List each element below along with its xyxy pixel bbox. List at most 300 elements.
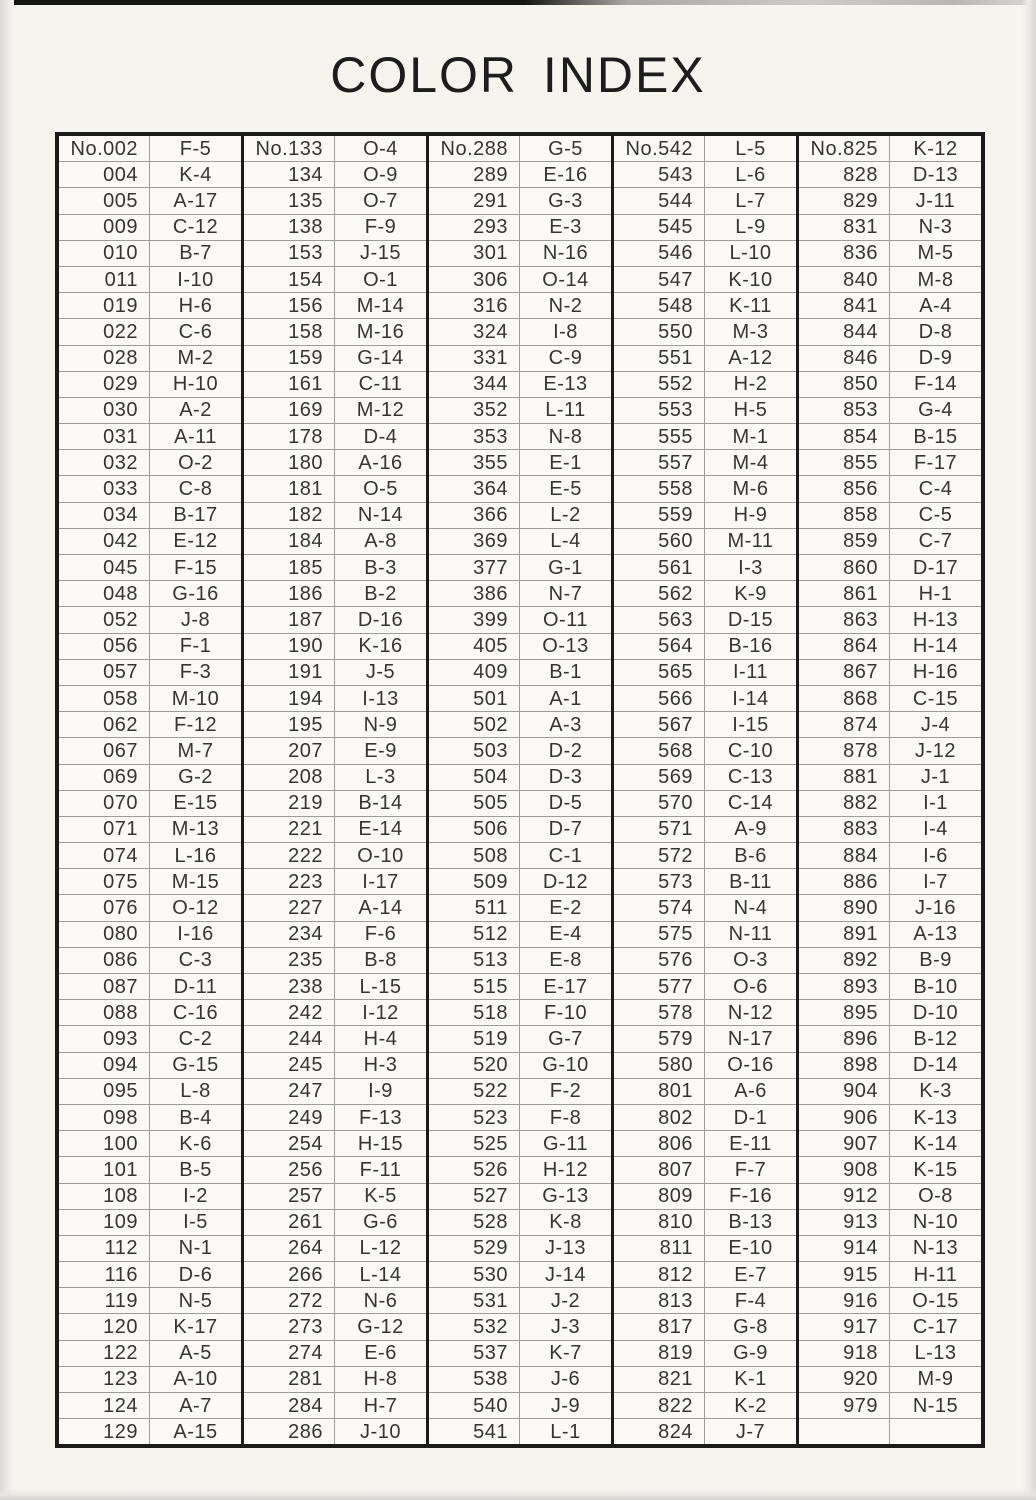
table-row <box>59 1393 241 1419</box>
table-row <box>799 1026 981 1052</box>
table-row <box>59 346 241 372</box>
grid-code-cell: O-1 <box>363 268 398 291</box>
color-number-cell: 244 <box>244 1026 335 1051</box>
color-number-cell: 405 <box>429 634 520 659</box>
table-row <box>614 1105 796 1131</box>
grid-code-cell: D-9 <box>918 347 953 370</box>
table-row <box>429 1367 611 1393</box>
color-number-cell: 120 <box>59 1314 150 1339</box>
color-number-cell: 180 <box>244 450 335 475</box>
grid-code-cell: I-6 <box>923 844 948 867</box>
color-number-cell: 813 <box>614 1288 705 1313</box>
table-row <box>799 529 981 555</box>
color-number-cell: 190 <box>244 634 335 659</box>
table-row <box>244 1367 426 1393</box>
grid-code-cell: F-15 <box>173 556 218 579</box>
color-number-cell: 506 <box>429 817 520 842</box>
color-number-cell: 920 <box>799 1367 890 1392</box>
grid-code-cell: E-1 <box>549 451 582 474</box>
color-number-cell: 553 <box>614 398 705 423</box>
grid-code-cell: B-7 <box>179 242 212 265</box>
table-row <box>429 1393 611 1419</box>
grid-code-cell: G-9 <box>733 1342 768 1365</box>
table-row <box>244 634 426 660</box>
table-row <box>429 1131 611 1157</box>
color-number-cell: 809 <box>614 1184 705 1209</box>
color-number-cell: 819 <box>614 1341 705 1366</box>
grid-code-cell: A-8 <box>364 530 397 553</box>
grid-code-cell: K-11 <box>729 294 772 317</box>
grid-code-cell: J-7 <box>735 1420 766 1443</box>
table-row <box>244 843 426 869</box>
table-row <box>799 424 981 450</box>
table-row <box>59 607 241 633</box>
grid-code-cell: K-2 <box>734 1394 767 1417</box>
color-number-cell: 129 <box>59 1419 150 1444</box>
color-number-cell: 019 <box>59 293 150 318</box>
table-row <box>799 948 981 974</box>
grid-code-cell: H-2 <box>733 373 768 396</box>
grid-code-cell: N-11 <box>728 923 773 946</box>
table-row <box>59 686 241 712</box>
color-number-cell: 093 <box>59 1026 150 1051</box>
color-number-cell: 221 <box>244 817 335 842</box>
table-row <box>799 319 981 345</box>
grid-code-cell: A-15 <box>173 1420 218 1443</box>
color-number-cell: 895 <box>799 1000 890 1025</box>
color-number-cell: 088 <box>59 1000 150 1025</box>
table-row <box>614 1210 796 1236</box>
color-number-cell: 577 <box>614 974 705 999</box>
table-row <box>429 293 611 319</box>
grid-code-cell: N-6 <box>363 1289 398 1312</box>
table-row <box>59 267 241 293</box>
table-row <box>429 398 611 424</box>
grid-code-cell: H-11 <box>913 1263 958 1286</box>
grid-code-cell: C-17 <box>912 1316 959 1339</box>
grid-code-cell: B-2 <box>364 582 397 605</box>
grid-code-cell: N-7 <box>548 582 583 605</box>
grid-code-cell: O-12 <box>172 897 219 920</box>
grid-code-cell: A-3 <box>549 713 582 736</box>
grid-code-cell: B-6 <box>734 844 767 867</box>
table-row <box>799 1236 981 1262</box>
color-number-cell: 075 <box>59 869 150 894</box>
grid-code-cell: A-7 <box>179 1394 212 1417</box>
grid-code-cell: M-7 <box>177 739 214 762</box>
table-row <box>799 1105 981 1131</box>
color-number-cell: 555 <box>614 424 705 449</box>
table-row <box>59 555 241 581</box>
color-number-cell: 004 <box>59 162 150 187</box>
grid-code-cell: H-4 <box>363 1027 398 1050</box>
color-number-cell: 134 <box>244 162 335 187</box>
color-number-cell: 860 <box>799 555 890 580</box>
grid-code-cell: K-1 <box>734 1368 767 1391</box>
grid-code-cell: I-10 <box>177 268 214 291</box>
color-number-cell: 501 <box>429 686 520 711</box>
color-number-cell <box>799 1419 890 1444</box>
table-row <box>614 1000 796 1026</box>
grid-code-cell: M-9 <box>917 1368 954 1391</box>
grid-code-cell <box>890 1419 981 1444</box>
color-number-cell: 331 <box>429 346 520 371</box>
color-number-cell: 570 <box>614 791 705 816</box>
color-number-cell: 883 <box>799 817 890 842</box>
color-number-cell: 028 <box>59 346 150 371</box>
color-number-cell: 532 <box>429 1314 520 1339</box>
table-row <box>429 503 611 529</box>
color-number-cell: 802 <box>614 1105 705 1130</box>
grid-code-cell: B-5 <box>179 1158 212 1181</box>
color-number-cell: 352 <box>429 398 520 423</box>
color-number-cell: 273 <box>244 1314 335 1339</box>
grid-code-cell: F-9 <box>364 216 397 239</box>
color-number-cell: 186 <box>244 581 335 606</box>
grid-code-cell: A-14 <box>358 897 403 920</box>
grid-code-cell: O-3 <box>733 949 768 972</box>
table-row <box>799 503 981 529</box>
grid-code-cell: G-6 <box>363 1211 398 1234</box>
grid-code-cell: G-5 <box>548 137 583 160</box>
grid-code-cell: B-12 <box>913 1027 958 1050</box>
table-row <box>429 1105 611 1131</box>
table-row <box>429 660 611 686</box>
color-number-cell: 301 <box>429 241 520 266</box>
grid-code-cell: I-1 <box>923 792 948 815</box>
table-row <box>614 660 796 686</box>
table-row <box>244 869 426 895</box>
table-row <box>799 738 981 764</box>
table-row <box>244 1262 426 1288</box>
grid-code-cell: E-13 <box>543 373 588 396</box>
color-number-cell: 353 <box>429 424 520 449</box>
table-row <box>59 974 241 1000</box>
table-row <box>799 791 981 817</box>
table-row <box>799 686 981 712</box>
table-row <box>244 162 426 188</box>
table-row <box>799 765 981 791</box>
grid-code-cell: K-4 <box>179 163 212 186</box>
table-row <box>244 607 426 633</box>
color-number-cell: 528 <box>429 1210 520 1235</box>
color-number-cell: 512 <box>429 922 520 947</box>
table-row <box>59 424 241 450</box>
grid-code-cell: D-10 <box>912 1001 959 1024</box>
table-row <box>429 1288 611 1314</box>
color-number-cell: 386 <box>429 581 520 606</box>
table-row <box>59 1367 241 1393</box>
color-number-cell: 504 <box>429 765 520 790</box>
color-number-cell: 344 <box>429 372 520 397</box>
grid-code-cell: M-1 <box>732 425 769 448</box>
color-number-cell: 235 <box>244 948 335 973</box>
color-number-cell: 546 <box>614 241 705 266</box>
table-row <box>244 503 426 529</box>
table-row <box>429 1341 611 1367</box>
grid-code-cell: O-5 <box>363 478 398 501</box>
table-row <box>244 555 426 581</box>
grid-code-cell: H-7 <box>363 1394 398 1417</box>
color-number-cell: 256 <box>244 1157 335 1182</box>
table-row <box>799 1288 981 1314</box>
table-row <box>429 607 611 633</box>
table-row <box>614 1236 796 1262</box>
color-number-cell: 289 <box>429 162 520 187</box>
table-row <box>799 869 981 895</box>
color-number-cell: 286 <box>244 1419 335 1444</box>
grid-code-cell: E-16 <box>543 163 588 186</box>
color-number-cell: 557 <box>614 450 705 475</box>
table-row <box>244 1236 426 1262</box>
color-number-cell: 917 <box>799 1314 890 1339</box>
color-number-cell: 208 <box>244 765 335 790</box>
color-number-cell: 896 <box>799 1026 890 1051</box>
table-row <box>59 843 241 869</box>
color-number-cell: 124 <box>59 1393 150 1418</box>
grid-code-cell: A-16 <box>358 451 403 474</box>
grid-code-cell: E-7 <box>734 1263 767 1286</box>
grid-code-cell: N-15 <box>912 1394 959 1417</box>
color-number-cell: 238 <box>244 974 335 999</box>
color-number-cell: 806 <box>614 1131 705 1156</box>
table-row <box>244 1184 426 1210</box>
table-row <box>614 136 796 162</box>
grid-code-cell: N-12 <box>727 1001 774 1024</box>
color-number-cell: 272 <box>244 1288 335 1313</box>
grid-code-cell: K-17 <box>173 1316 218 1339</box>
grid-code-cell: F-5 <box>179 137 212 160</box>
color-number-cell: 559 <box>614 503 705 528</box>
table-row <box>614 1419 796 1444</box>
color-number-cell: 029 <box>59 372 150 397</box>
table-row <box>614 738 796 764</box>
grid-code-cell: K-10 <box>728 268 773 291</box>
table-row <box>59 765 241 791</box>
grid-code-cell: G-7 <box>548 1027 583 1050</box>
color-number-cell: 841 <box>799 293 890 318</box>
table-row <box>59 1341 241 1367</box>
table-row <box>614 843 796 869</box>
grid-code-cell: L-11 <box>545 399 586 422</box>
table-row <box>799 817 981 843</box>
table-row <box>244 581 426 607</box>
table-row <box>429 843 611 869</box>
color-number-cell: 898 <box>799 1053 890 1078</box>
grid-code-cell: G-2 <box>178 766 213 789</box>
grid-code-cell: D-5 <box>548 792 583 815</box>
color-number-cell: 052 <box>59 607 150 632</box>
color-number-cell: 863 <box>799 607 890 632</box>
table-row <box>799 267 981 293</box>
grid-code-cell: K-13 <box>913 1106 958 1129</box>
color-number-cell: 569 <box>614 765 705 790</box>
table-row <box>614 1288 796 1314</box>
table-row <box>244 738 426 764</box>
table-row <box>614 1157 796 1183</box>
grid-code-cell: A-9 <box>734 818 767 841</box>
grid-code-cell: H-9 <box>733 504 768 527</box>
grid-code-cell: F-13 <box>358 1106 403 1129</box>
table-row <box>614 450 796 476</box>
color-number-cell: 100 <box>59 1131 150 1156</box>
color-number-cell: 048 <box>59 581 150 606</box>
table-row <box>614 215 796 241</box>
grid-code-cell: L-2 <box>550 504 581 527</box>
grid-code-cell: B-9 <box>919 949 952 972</box>
table-row <box>244 817 426 843</box>
color-number-cell: 108 <box>59 1184 150 1209</box>
color-number-cell: 892 <box>799 948 890 973</box>
color-number-cell: 377 <box>429 555 520 580</box>
table-row <box>799 1314 981 1340</box>
grid-code-cell: G-15 <box>172 1054 219 1077</box>
color-number-cell: 191 <box>244 660 335 685</box>
color-number-cell: 161 <box>244 372 335 397</box>
grid-code-cell: G-8 <box>733 1316 768 1339</box>
color-number-cell: 518 <box>429 1000 520 1025</box>
table-column-group <box>614 136 799 1444</box>
grid-code-cell: N-3 <box>918 216 953 239</box>
table-row <box>799 1393 981 1419</box>
table-row <box>59 1184 241 1210</box>
table-row <box>614 922 796 948</box>
grid-code-cell: F-1 <box>179 635 212 658</box>
table-row <box>799 215 981 241</box>
color-number-cell: 249 <box>244 1105 335 1130</box>
grid-code-cell: K-9 <box>734 582 767 605</box>
color-number-cell: 316 <box>429 293 520 318</box>
table-row <box>429 529 611 555</box>
color-number-cell: 853 <box>799 398 890 423</box>
color-number-cell: 364 <box>429 476 520 501</box>
grid-code-cell: F-4 <box>734 1289 767 1312</box>
color-number-cell: 087 <box>59 974 150 999</box>
color-number-cell: 538 <box>429 1367 520 1392</box>
table-row <box>799 1131 981 1157</box>
grid-code-cell: M-12 <box>356 399 405 422</box>
grid-code-cell: F-11 <box>359 1158 402 1181</box>
table-row <box>59 1157 241 1183</box>
color-number-cell: 169 <box>244 398 335 423</box>
table-row <box>244 712 426 738</box>
grid-code-cell: I-9 <box>368 1080 393 1103</box>
color-number-cell: No.825 <box>799 136 890 161</box>
scan-left-edge <box>0 0 13 1500</box>
grid-code-cell: L-6 <box>735 163 766 186</box>
color-number-cell: No.542 <box>614 136 705 161</box>
color-number-cell: 550 <box>614 319 705 344</box>
color-number-cell: 868 <box>799 686 890 711</box>
grid-code-cell: D-3 <box>548 766 583 789</box>
color-number-cell: 531 <box>429 1288 520 1313</box>
table-row <box>244 974 426 1000</box>
table-row <box>429 1026 611 1052</box>
table-row <box>614 634 796 660</box>
table-row <box>614 1053 796 1079</box>
table-row <box>244 1341 426 1367</box>
table-row <box>244 686 426 712</box>
table-row <box>59 738 241 764</box>
color-number-cell: 306 <box>429 267 520 292</box>
color-number-cell: 568 <box>614 738 705 763</box>
grid-code-cell: I-17 <box>362 870 399 893</box>
table-row <box>59 398 241 424</box>
table-row <box>59 162 241 188</box>
table-row <box>614 293 796 319</box>
color-number-cell: 580 <box>614 1053 705 1078</box>
grid-code-cell: O-15 <box>912 1289 959 1312</box>
color-number-cell: 522 <box>429 1079 520 1104</box>
grid-code-cell: E-17 <box>543 975 588 998</box>
grid-code-cell: C-13 <box>727 766 774 789</box>
grid-code-cell: A-11 <box>174 425 217 448</box>
color-number-cell: No.002 <box>59 136 150 161</box>
grid-code-cell: M-5 <box>917 242 954 265</box>
table-row <box>799 1367 981 1393</box>
table-row <box>59 476 241 502</box>
grid-code-cell: C-3 <box>178 949 213 972</box>
color-number-cell: 184 <box>244 529 335 554</box>
table-row <box>429 1053 611 1079</box>
grid-code-cell: I-12 <box>362 1001 399 1024</box>
color-number-cell: 861 <box>799 581 890 606</box>
grid-code-cell: B-4 <box>179 1106 212 1129</box>
grid-code-cell: F-16 <box>728 1185 773 1208</box>
grid-code-cell: E-4 <box>549 923 582 946</box>
color-number-cell: 056 <box>59 634 150 659</box>
grid-code-cell: J-4 <box>920 713 951 736</box>
grid-code-cell: H-6 <box>178 294 213 317</box>
grid-code-cell: J-16 <box>915 897 956 920</box>
grid-code-cell: G-14 <box>357 347 404 370</box>
table-row <box>799 136 981 162</box>
table-row <box>799 162 981 188</box>
table-row <box>614 1026 796 1052</box>
grid-code-cell: I-11 <box>733 661 768 684</box>
table-row <box>429 738 611 764</box>
table-row <box>59 922 241 948</box>
grid-code-cell: N-2 <box>548 294 583 317</box>
table-row <box>244 215 426 241</box>
color-number-cell: 399 <box>429 607 520 632</box>
table-row <box>59 1314 241 1340</box>
grid-code-cell: A-12 <box>728 347 773 370</box>
color-number-cell: 058 <box>59 686 150 711</box>
color-number-cell: 884 <box>799 843 890 868</box>
table-row <box>244 241 426 267</box>
table-row <box>59 817 241 843</box>
table-row <box>59 188 241 214</box>
color-number-cell: 122 <box>59 1341 150 1366</box>
grid-code-cell: K-15 <box>913 1158 958 1181</box>
color-number-cell: 355 <box>429 450 520 475</box>
grid-code-cell: K-16 <box>358 635 403 658</box>
color-number-cell: 069 <box>59 765 150 790</box>
table-row <box>429 1184 611 1210</box>
color-number-cell: 859 <box>799 529 890 554</box>
table-row <box>799 581 981 607</box>
grid-code-cell: M-15 <box>171 870 220 893</box>
grid-code-cell: C-1 <box>548 844 583 867</box>
color-number-cell: 159 <box>244 346 335 371</box>
grid-code-cell: J-6 <box>550 1368 581 1391</box>
grid-code-cell: M-10 <box>171 687 220 710</box>
color-number-cell: 908 <box>799 1157 890 1182</box>
grid-code-cell: I-16 <box>177 923 214 946</box>
table-row <box>429 241 611 267</box>
color-number-cell: No.288 <box>429 136 520 161</box>
